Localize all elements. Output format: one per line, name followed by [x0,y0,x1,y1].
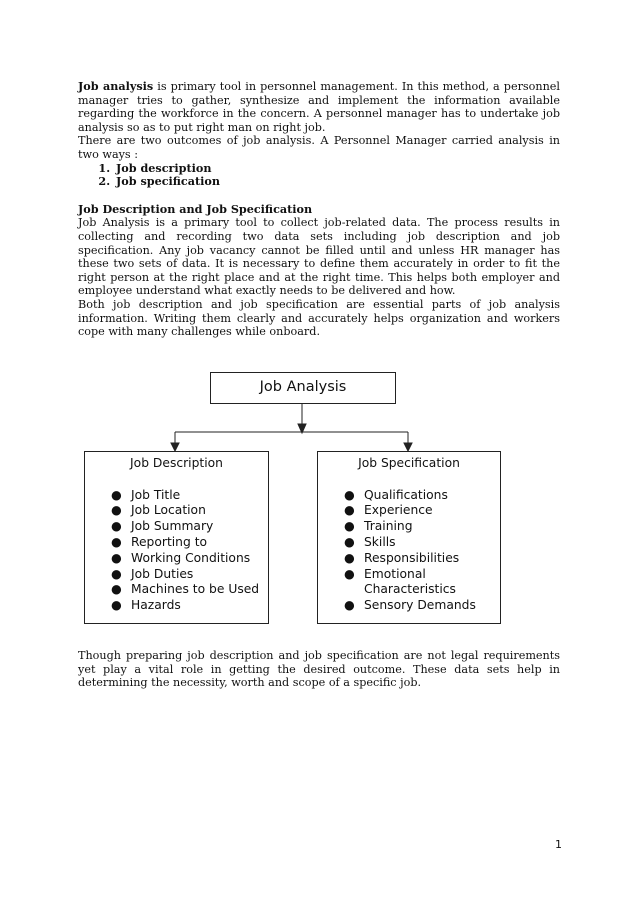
section-heading: Job Description and Job Specification [78,201,313,216]
job-analysis-box [210,372,396,404]
left-arrowhead [171,443,179,451]
job-description-list [85,488,268,614]
list-item: ● Job Duties [111,566,194,581]
list-item: ● Sensory Demands [344,598,476,613]
list-item: ● Hazards [111,598,181,613]
section-paragraph-1: Job Analysis is a primary tool to collect job-related data. The process results in collecting and recording two data sets including job description and job specification. Any job vacancy cannot be filled until and unless HR manager has these two sets of data. It is necessary to define them accurately in order to fit the right person at the right place and at the right time. This helps both employer and employee understand what exactly needs to be delivered and how. [78,216,560,298]
right-arrowhead [404,443,412,451]
intro-text: is primary tool in personnel management. In this method, a personnel manager tries to gather, synthesize and implement the information available regarding the workforce in the concern. A personnel manager has to undertake job analysis so as to put right man on right job. [78,80,560,134]
job-analysis-diagram [84,372,476,628]
list-item: ● Training [344,519,413,534]
job-specification-box [317,451,501,624]
closing-block [78,649,560,690]
outcomes-text: There are two outcomes of job analysis. A Personnel Manager carried analysis in two ways : [78,134,560,161]
list-item: ● Job Title [111,487,181,502]
intro-term: Job analysis [78,79,154,93]
intro-paragraph [78,80,560,134]
page-number: 1 [555,838,562,851]
job-analysis-label: Job Analysis [259,379,347,396]
outcome-item: 1. Job description [114,162,560,176]
list-item: ● Skills [344,534,396,549]
outcome-item: 2. Job specification [114,175,560,189]
document-body [78,80,560,339]
list-item: ● Job Location [111,503,206,518]
outcomes-list [78,162,560,189]
list-item: ● Emotional Characteristics [344,566,456,597]
list-item: ● Qualifications [344,487,448,502]
list-item: ● Experience [344,503,433,518]
job-specification-title: Job Specification [358,456,460,470]
list-item: ● Job Summary [111,519,214,534]
list-item: ● Reporting to [111,534,208,549]
list-item: ● Machines to be Used [111,582,260,597]
job-specification-list [318,488,500,614]
list-item: ● Working Conditions [111,550,251,565]
job-description-title: Job Description [130,456,223,470]
section-paragraph-2: Both job description and job specification are essential parts of job analysis information. Writing them clearly and accurately helps organization and workers cope with many challenges while onboard. [78,297,560,339]
list-item: ● Responsibilities [344,550,460,565]
closing-paragraph: Though preparing job description and job specification are not legal requirements yet play a vital role in getting the desired outcome. These data sets help in determining the necessity, worth and scope of a specific job. [78,649,560,690]
job-description-box [84,451,269,624]
